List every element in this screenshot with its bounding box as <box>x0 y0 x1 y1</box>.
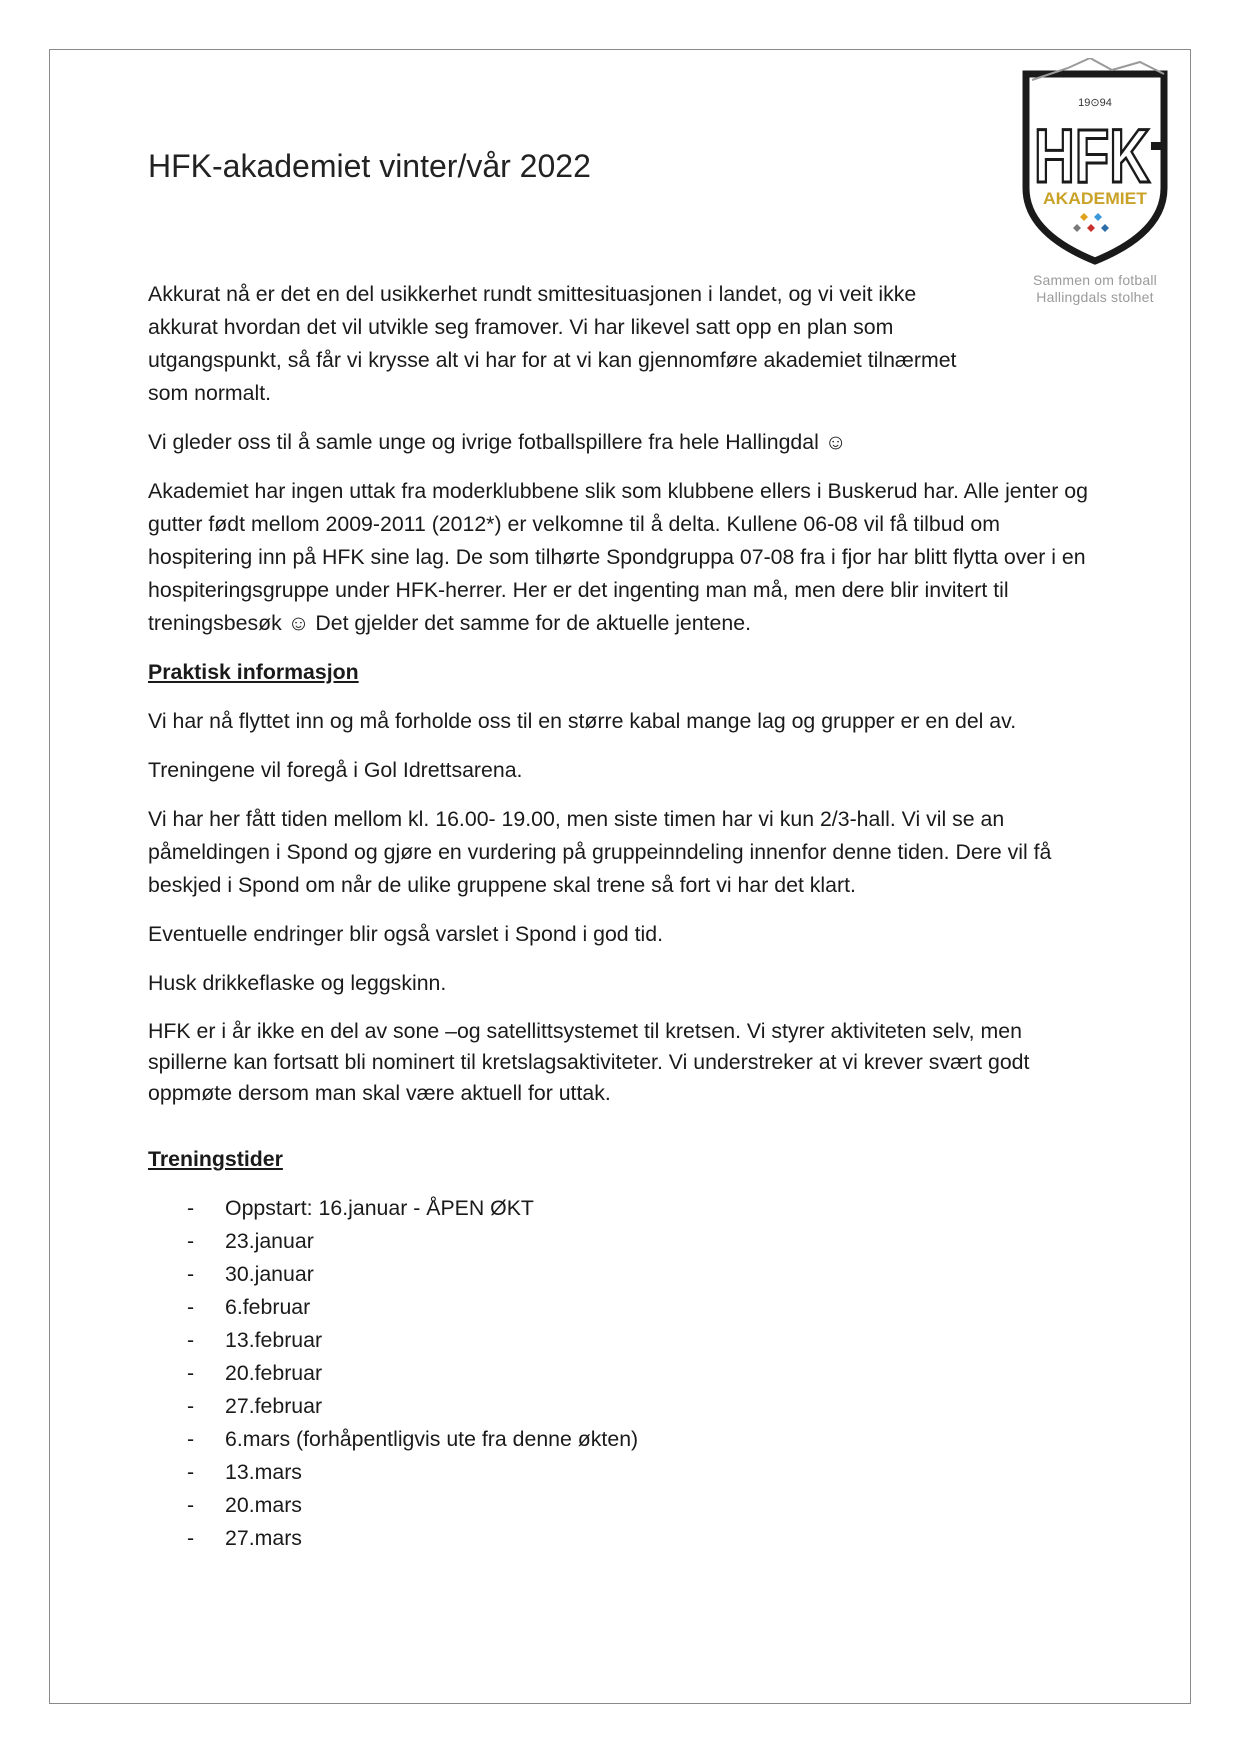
logo-tagline-line: Hallingdals stolhet <box>1036 289 1154 305</box>
list-bullet: - <box>187 1295 195 1319</box>
list-item <box>148 1522 1098 1555</box>
hfk-akademiet-logo <box>1020 58 1170 306</box>
list-item <box>148 1291 1098 1324</box>
list-bullet: - <box>187 1526 195 1550</box>
list-item <box>148 1423 1098 1456</box>
list-item <box>148 1489 1098 1522</box>
logo-letters: HFK <box>1034 114 1151 199</box>
schedule-date: 20.mars <box>225 1493 302 1517</box>
document-title: HFK-akademiet vinter/vår 2022 <box>148 148 591 184</box>
logo-subtitle: AKADEMIET <box>1043 189 1148 208</box>
schedule-date: 27.mars <box>225 1526 302 1550</box>
schedule-date: 23.januar <box>225 1229 314 1253</box>
praktisk-paragraph: Vi har nå flyttet inn og må forholde oss til en større kabal mange lag og grupper er en del av. <box>148 709 1017 733</box>
schedule-date: Oppstart: 16.januar - ÅPEN ØKT <box>225 1196 534 1220</box>
logo-badge <box>1020 58 1170 266</box>
list-item <box>148 1192 1098 1225</box>
list-item <box>148 1258 1098 1291</box>
praktisk-paragraph: Eventuelle endringer blir også varslet i Spond i god tid. <box>148 922 663 946</box>
list-bullet: - <box>187 1262 195 1286</box>
list-item <box>148 1456 1098 1489</box>
schedule-date: 27.februar <box>225 1394 323 1418</box>
greeting-paragraph: Vi gleder oss til å samle unge og ivrige fotballspillere fra hele Hallingdal ☺ <box>148 430 847 454</box>
schedule-list <box>148 1192 1098 1555</box>
schedule-date: 6.mars (forhåpentligvis ute fra denne økten) <box>225 1427 639 1451</box>
list-bullet: - <box>187 1328 195 1352</box>
section-heading-praktisk: Praktisk informasjon <box>148 660 359 684</box>
praktisk-paragraph: Treningene vil foregå i Gol Idrettsarena. <box>148 758 523 782</box>
list-item <box>148 1324 1098 1357</box>
list-bullet: - <box>187 1361 195 1385</box>
praktisk-paragraph: Vi har her fått tiden mellom kl. 16.00- 19.00, men siste timen har vi kun 2/3-hall. Vi vil se an påmeldingen i Spond og gjøre en vurdering på gruppeinndeling innenfor denne tiden. Dere vil få beskjed i Spond om når de ulike gruppene skal trene så fort vi har det klart. <box>148 807 1052 897</box>
eligibility-paragraph: Akademiet har ingen uttak fra moderklubbene slik som klubbene ellers i Buskerud har. Alle jenter og gutter født mellom 2009-2011 (2012*) er velkomne til å delta. Kullene 06-08 vil få tilbud om hospitering inn på HFK sine lag. De som tilhørte Spondgruppa 07-08 fra i fjor har blitt flytta over i en hospiteringsgruppe under HFK-herrer. Her er det ingenting man må, men dere blir invitert til treningsbesøk ☺ Det gjelder det samme for de aktuelle jentene. <box>148 479 1088 635</box>
list-bullet: - <box>187 1427 195 1451</box>
schedule-date: 13.mars <box>225 1460 302 1484</box>
praktisk-paragraph: HFK er i år ikke en del av sone –og satellittsystemet til kretsen. Vi styrer aktiviteten selv, men spillerne kan fortsatt bli nominert til kretslagsaktiviteter. Vi understreker at vi krever svært godt oppmøte dersom man skal være aktuell for uttak. <box>148 1019 1030 1105</box>
intro-paragraph: Akkurat nå er det en del usikkerhet rundt smittesituasjonen i landet, og vi veit ikke akkurat hvordan det vil utvikle seg framover. Vi har likevel satt opp en plan som utgangspunkt, så får vi krysse alt vi har for at vi kan gjennomføre akademiet tilnærmet som normalt. <box>148 282 957 405</box>
list-bullet: - <box>187 1229 195 1253</box>
schedule-date: 20.februar <box>225 1361 323 1385</box>
praktisk-paragraph: Husk drikkeflaske og leggskinn. <box>148 971 447 995</box>
list-bullet: - <box>187 1460 195 1484</box>
schedule-date: 30.januar <box>225 1262 314 1286</box>
section-heading-treningstider: Treningstider <box>148 1147 283 1171</box>
list-bullet: - <box>187 1493 195 1517</box>
schedule-date: 13.februar <box>225 1328 323 1352</box>
list-bullet: - <box>187 1196 195 1220</box>
schedule-date: 6.februar <box>225 1295 311 1319</box>
list-bullet: - <box>187 1394 195 1418</box>
list-item <box>148 1357 1098 1390</box>
list-item <box>148 1390 1098 1423</box>
list-item <box>148 1225 1098 1258</box>
document-body <box>148 278 1098 1555</box>
logo-tagline-line: Sammen om fotball <box>1032 272 1157 288</box>
logo-year: 19⊙94 <box>1078 97 1112 109</box>
